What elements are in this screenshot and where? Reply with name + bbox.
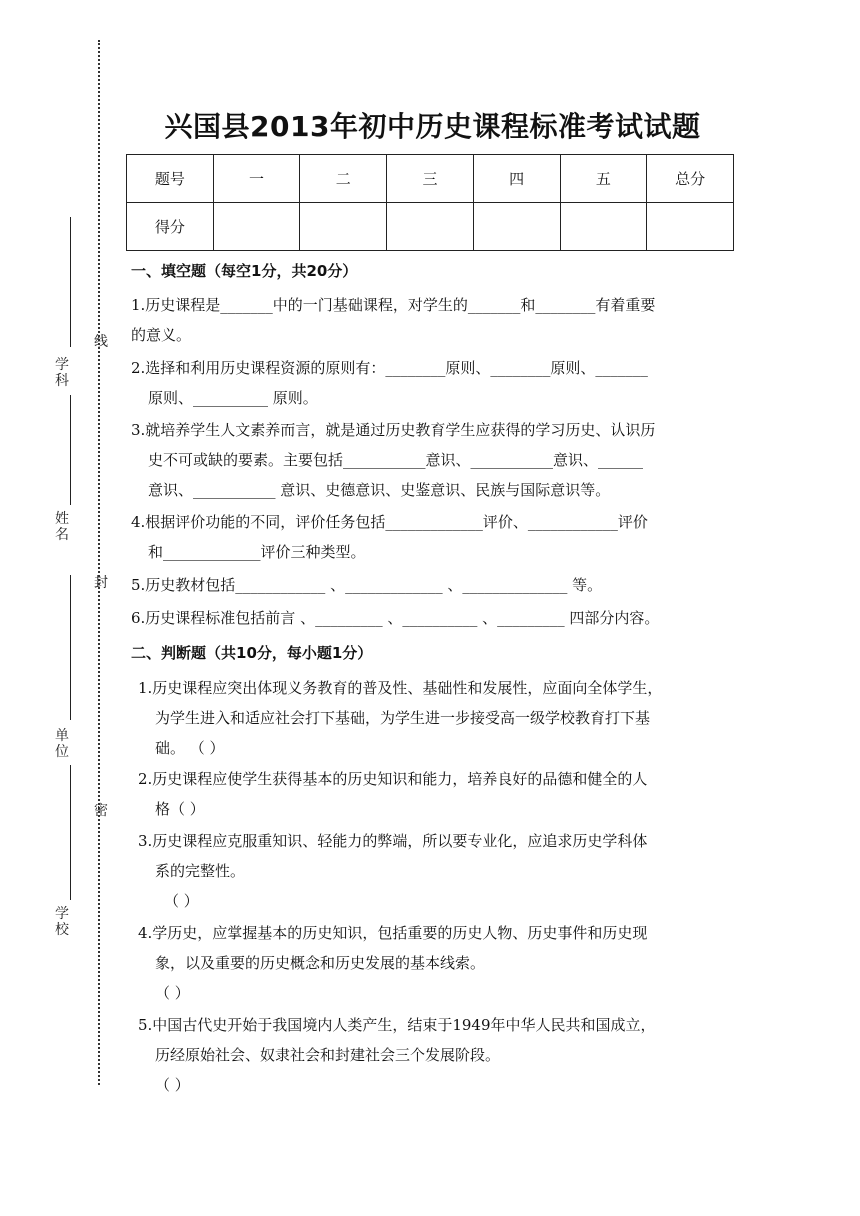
question xyxy=(138,1010,734,1100)
question xyxy=(131,570,733,600)
question-line: （ ） xyxy=(155,1076,190,1094)
question-line: 和_____________评价三种类型。 xyxy=(148,543,366,561)
score-cell[interactable] xyxy=(300,203,387,251)
page-title: 兴国县2013年初中历史课程标准考试试题 xyxy=(164,110,701,143)
field-name-label: 姓名 xyxy=(55,511,69,543)
question-line: （ ） xyxy=(164,892,199,910)
score-header-row xyxy=(127,155,734,203)
question xyxy=(131,290,733,350)
question xyxy=(138,826,734,916)
section2-heading: 二、判断题（共10分，每小题1分） xyxy=(131,644,373,662)
header-cell: 总分 xyxy=(647,155,734,203)
score-row-label: 得分 xyxy=(127,203,214,251)
question xyxy=(131,507,733,567)
question-line: 础。 （ ） xyxy=(155,739,225,757)
header-cell: 题号 xyxy=(127,155,214,203)
question xyxy=(131,603,733,633)
score-cell[interactable] xyxy=(473,203,560,251)
header-cell: 三 xyxy=(387,155,474,203)
binding-dotted-line xyxy=(98,40,100,1085)
score-cell[interactable] xyxy=(560,203,647,251)
score-row xyxy=(127,203,734,251)
question-line: （ ） xyxy=(155,984,190,1002)
binding-mark-secret: 密 xyxy=(94,803,108,819)
question xyxy=(138,918,734,1008)
section1-heading: 一、填空题（每空1分，共20分） xyxy=(131,262,358,280)
binding-mark-seal: 封 xyxy=(94,575,108,591)
header-cell: 一 xyxy=(213,155,300,203)
field-school-line[interactable] xyxy=(70,765,71,900)
question-line: 史不可或缺的要素。主要包括___________意识、___________意识、______ xyxy=(148,451,644,469)
question-line: 4.根据评价功能的不同，评价任务包括_____________评价、____________评价 xyxy=(131,513,648,531)
field-name-line[interactable] xyxy=(70,395,71,505)
field-school-label: 学校 xyxy=(55,906,69,938)
header-cell: 二 xyxy=(300,155,387,203)
field-subject-label: 学科 xyxy=(55,357,69,389)
score-cell[interactable] xyxy=(387,203,474,251)
header-cell: 五 xyxy=(560,155,647,203)
score-cell[interactable] xyxy=(647,203,734,251)
question-line: 2.历史课程应使学生获得基本的历史知识和能力，培养良好的品德和健全的人 xyxy=(138,770,648,788)
question-line: 3.就培养学生人文素养而言，就是通过历史教育学生应获得的学习历史、认识历 xyxy=(131,421,656,439)
question-line: 系的完整性。 xyxy=(155,862,246,880)
header-cell: 四 xyxy=(473,155,560,203)
question-line: 的意义。 xyxy=(131,326,192,344)
question-line: 历经原始社会、奴隶社会和封建社会三个发展阶段。 xyxy=(155,1046,501,1064)
score-cell[interactable] xyxy=(213,203,300,251)
field-unit-label: 单位 xyxy=(55,728,69,760)
question-line: 6.历史课程标准包括前言 、_________ 、__________ 、_________ 四部分内容。 xyxy=(131,609,660,627)
question-line: 意识、___________ 意识、史德意识、史鉴意识、民族与国际意识等。 xyxy=(148,481,611,499)
question-line: 原则、__________ 原则。 xyxy=(148,389,318,407)
question-line: 1.历史课程是_______中的一门基础课程，对学生的_______和________有着重要 xyxy=(131,296,656,314)
question-line: 格（ ） xyxy=(155,800,205,818)
question-line: 为学生进入和适应社会打下基础，为学生进一步接受高一级学校教育打下基 xyxy=(155,709,651,727)
question-line: 2.选择和利用历史课程资源的原则有：________原则、________原则、_______ xyxy=(131,359,648,377)
question-line: 5.历史教材包括____________ 、_____________ 、______________ 等。 xyxy=(131,576,603,594)
binding-mark-line: 线 xyxy=(94,334,108,350)
question-line: 5.中国古代史开始于我国境内人类产生，结束于1949年中华人民共和国成立， xyxy=(138,1016,656,1034)
question-line: 1.历史课程应突出体现义务教育的普及性、基础性和发展性，应面向全体学生， xyxy=(138,679,663,697)
question-line: 象，以及重要的历史概念和历史发展的基本线索。 xyxy=(155,954,486,972)
question xyxy=(138,673,734,763)
field-subject-line[interactable] xyxy=(70,217,71,347)
question-line: 4.学历史，应掌握基本的历史知识，包括重要的历史人物、历史事件和历史现 xyxy=(138,924,648,942)
question-line: 3.历史课程应克服重知识、轻能力的弊端，所以要专业化，应追求历史学科体 xyxy=(138,832,648,850)
question xyxy=(131,353,733,413)
score-table xyxy=(126,154,734,251)
question xyxy=(131,415,733,505)
field-unit-line[interactable] xyxy=(70,575,71,720)
question xyxy=(138,764,734,824)
